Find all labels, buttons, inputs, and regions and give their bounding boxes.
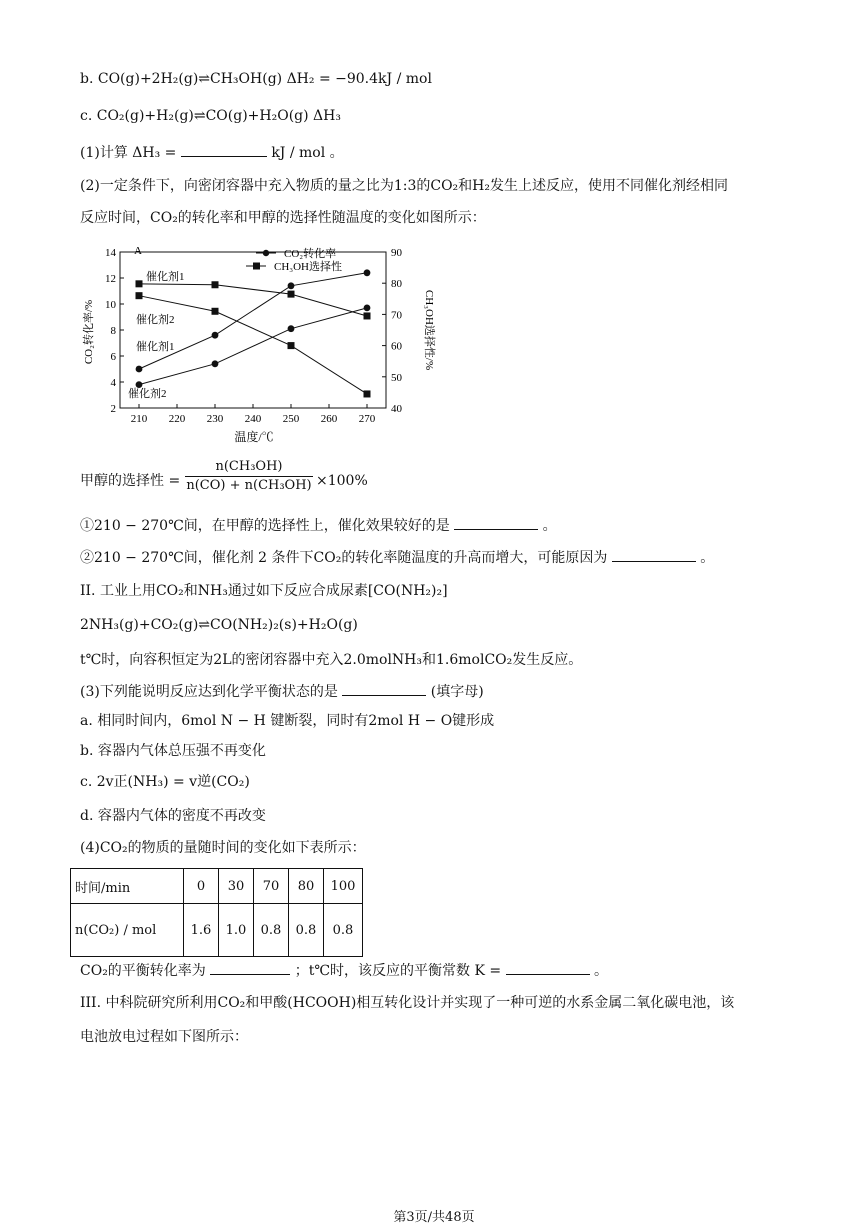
option-d: d. 容器内气体的密度不再改变: [80, 808, 266, 824]
data-point: [364, 305, 371, 312]
question-1-unit: kJ / mol 。: [271, 145, 344, 161]
y-left-tick-label: 14: [105, 247, 116, 259]
question-2-2-end: 。: [700, 550, 715, 566]
data-point: [136, 292, 143, 299]
answer-blank[interactable]: [181, 142, 267, 157]
question-4-answer: [80, 960, 608, 981]
option-a: a. 相同时间内，6mol N − H 键断裂，同时有2mol H − O键形成: [80, 713, 495, 729]
answer-blank[interactable]: [210, 960, 290, 975]
data-point: [212, 360, 219, 367]
chart-ylabel-left: CO₂转化率/%: [83, 299, 95, 365]
data-point: [212, 281, 219, 288]
x-tick-label: 220: [168, 413, 186, 425]
y-right-tick-label: 60: [391, 340, 402, 353]
selectivity-denominator: n(CO) + n(CH₃OH): [186, 478, 312, 493]
question-1: [80, 142, 344, 163]
y-right-tick-label: 90: [391, 247, 402, 259]
y-right-tick-label: 70: [391, 309, 402, 322]
table-cell: n(CO₂) / mol: [71, 904, 184, 957]
table-cell: 30: [219, 869, 254, 904]
chart: [78, 242, 448, 448]
y-right-tick-label: 80: [391, 278, 402, 291]
answer-blank[interactable]: [506, 960, 590, 975]
section-II-title: II. 工业上用CO₂和NH₃通过如下反应合成尿素[CO(NH₂)₂]: [80, 583, 448, 599]
reaction-b: b. CO(g)+2H₂(g)⇌CH₃OH(g) ΔH₂ = −90.4kJ / mol: [80, 71, 432, 87]
selectivity-prefix: 甲醇的选择性 =: [80, 473, 181, 489]
y-left-tick-label: 8: [110, 325, 116, 337]
table-cell: 0: [184, 869, 219, 904]
selectivity-suffix: ×100%: [316, 473, 368, 489]
section-II-equation: 2NH₃(g)+CO₂(g)⇌CO(NH₂)₂(s)+H₂O(g): [80, 617, 358, 633]
series-label-conv-cat2: 催化剂2: [128, 388, 167, 400]
x-tick-label: 250: [282, 413, 300, 425]
section-II-condition: t℃时，向容积恒定为2L的密闭容器中充入2.0molNH₃和1.6molCO₂发生反应。: [80, 652, 583, 668]
data-point: [288, 291, 295, 298]
table-cell: 0.8: [289, 904, 324, 957]
table-cell: 0.8: [254, 904, 289, 957]
answer-blank[interactable]: [612, 547, 696, 562]
question-4-text-b: ；t℃时，该反应的平衡常数 K =: [294, 963, 502, 979]
reaction-c: c. CO₂(g)+H₂(g)⇌CO(g)+H₂O(g) ΔH₃: [80, 108, 341, 124]
y-right-tick-label: 40: [391, 403, 402, 415]
answer-blank[interactable]: [454, 515, 538, 530]
data-point: [288, 342, 295, 349]
question-2-line2: 反应时间，CO₂的转化率和甲醇的选择性随温度的变化如图所示：: [80, 210, 486, 226]
data-point: [364, 390, 371, 397]
section-III-line2: 电池放电过程如下图所示：: [80, 1029, 248, 1045]
page-footer: 第3页/共48页: [393, 1210, 475, 1225]
data-point: [288, 282, 295, 289]
legend-label-conversion: CO₂转化率: [284, 248, 337, 260]
table-cell: 80: [289, 869, 324, 904]
series-line-2: [139, 284, 367, 316]
x-tick-label: 210: [130, 413, 148, 425]
selectivity-numerator: n(CH₃OH): [215, 459, 283, 474]
x-tick-label: 260: [320, 413, 338, 425]
data-point: [364, 269, 371, 276]
x-tick-label: 230: [206, 413, 224, 425]
series-label-conv-cat1: 催化剂1: [136, 341, 175, 353]
y-left-tick-label: 12: [105, 273, 116, 285]
table-row: [71, 904, 363, 957]
y-left-tick-label: 6: [110, 351, 116, 363]
data-point: [136, 280, 143, 287]
table-cell: 100: [324, 869, 363, 904]
question-4-text-a: CO₂的平衡转化率为: [80, 963, 206, 979]
data-point: [364, 312, 371, 319]
chart-ylabel-right: CH₃OH选择性/%: [423, 289, 435, 371]
question-4-text-c: 。: [594, 963, 609, 979]
data-point: [136, 366, 143, 373]
question-2-1-end: 。: [542, 518, 557, 534]
table-cell: 时间/min: [71, 869, 184, 904]
option-b: b. 容器内气体总压强不再变化: [80, 743, 266, 759]
question-3-hint: (填字母): [430, 684, 484, 700]
question-3-text: (3)下列能说明反应达到化学平衡状态的是: [80, 684, 338, 700]
table-cell: 0.8: [324, 904, 363, 957]
table-cell: 70: [254, 869, 289, 904]
chart-legend: [246, 246, 342, 273]
y-left-tick-label: 2: [110, 403, 116, 415]
legend-label-selectivity: CH₃OH选择性: [274, 261, 343, 273]
table-cell: 1.0: [219, 904, 254, 957]
data-point: [136, 381, 143, 388]
question-1-text: (1)计算 ΔH₃ =: [80, 145, 177, 161]
table-row: [71, 869, 363, 904]
x-tick-label: 270: [358, 413, 376, 425]
table-cell: 1.6: [184, 904, 219, 957]
chart-panel-label: A: [134, 245, 142, 257]
question-2-line1: (2)一定条件下，向密闭容器中充入物质的量之比为1:3的CO₂和H₂发生上述反应，使用不同催化剂经相同: [80, 178, 728, 194]
question-3: [80, 681, 484, 702]
series-label-sel-cat2: 催化剂2: [136, 314, 175, 326]
answer-blank[interactable]: [342, 681, 426, 696]
data-point: [212, 332, 219, 339]
data-point: [212, 308, 219, 315]
co2-table: [70, 868, 363, 957]
section-III-line1: III. 中科院研究所利用CO₂和甲酸(HCOOH)相互转化设计并实现了一种可逆的水系金属二氧化碳电池，该: [80, 995, 735, 1011]
question-2-2-text: ②210 − 270℃间，催化剂 2 条件下CO₂的转化率随温度的升高而增大，可能原因为: [80, 550, 608, 566]
x-tick-label: 240: [244, 413, 262, 425]
question-4: (4)CO₂的物质的量随时间的变化如下表所示：: [80, 840, 366, 856]
option-c: c. 2v正(NH₃) = v逆(CO₂): [80, 774, 250, 790]
data-point: [288, 325, 295, 332]
question-2-1: [80, 515, 557, 536]
y-left-tick-label: 10: [105, 299, 116, 311]
y-right-tick-label: 50: [391, 371, 402, 384]
series-label-sel-cat1: 催化剂1: [146, 271, 185, 283]
chart-xlabel: 温度/℃: [234, 430, 274, 444]
y-left-tick-label: 4: [110, 377, 116, 389]
question-2-1-text: ①210 − 270℃间，在甲醇的选择性上，催化效果较好的是: [80, 518, 450, 534]
selectivity-fraction: [185, 458, 313, 495]
question-2-2: [80, 547, 714, 568]
